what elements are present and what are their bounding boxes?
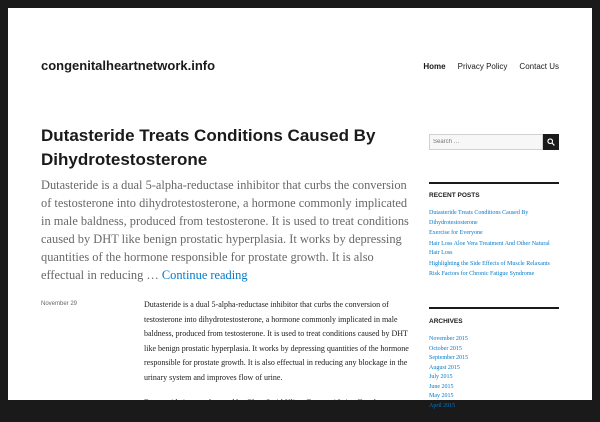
recent-post-link[interactable]: Exercise for Everyone: [429, 230, 483, 236]
search-form: [429, 134, 559, 150]
continue-reading-link[interactable]: Continue reading: [161, 268, 248, 282]
archives-divider: [429, 307, 559, 309]
recent-posts-title: RECENT POSTS: [429, 192, 480, 199]
nav-item-privacy-policy[interactable]: Privacy Policy: [457, 62, 508, 71]
recent-posts-divider: [429, 182, 559, 184]
post-title[interactable]: Dutasteride Treats Conditions Caused By Dihydrotestosterone: [41, 126, 376, 169]
post-paragraph: Dutasteride is manufactured by GlaxoSmithKline. Dutasteride is offered: [144, 398, 376, 407]
post-date[interactable]: November 29: [41, 301, 78, 307]
post-excerpt: [41, 176, 413, 284]
archive-link[interactable]: August 2015: [429, 364, 460, 371]
recent-posts-list: [429, 209, 559, 281]
post-content: [144, 298, 414, 422]
recent-post-link[interactable]: Hair Loss Aloe Vera Treatment And Other Natural Hair Loss: [429, 240, 550, 256]
recent-post-link[interactable]: Risk Factors for Chronic Fatigue Syndrome: [429, 271, 535, 277]
search-input[interactable]: [429, 134, 543, 150]
archives-title: ARCHIVES: [429, 318, 463, 325]
recent-post-link[interactable]: Highlighting the Side Effects of Muscle Relaxants: [429, 260, 550, 267]
search-button[interactable]: [543, 134, 559, 150]
archive-link[interactable]: April 2015: [429, 402, 456, 409]
recent-post-link[interactable]: Dutasteride Treats Conditions Caused By Dihydrotestosterone: [429, 210, 529, 226]
nav-item-contact-us[interactable]: Contact Us: [519, 62, 559, 71]
search-icon: [547, 138, 555, 146]
post-paragraph: Dutasteride is a dual 5-alpha-reductase inhibitor that curbs the conversion of testosterone into dihydrotestosterone, a hormone commonly implicated in male baldness, produced from testosterone. It is used to treat conditions caused by DHT like benign prostatic hyperplasia. It works by depressing quantities of the hormone responsible for prostate growth. It is also effectual in reducing any blockage in the urinary system and improves flow of urine.: [144, 300, 409, 382]
page: [8, 8, 592, 409]
archive-link[interactable]: May 2015: [429, 393, 454, 399]
archive-link[interactable]: November 2015: [429, 336, 468, 342]
archive-link[interactable]: July 2015: [429, 374, 453, 380]
archives-list: [429, 335, 559, 411]
site-title[interactable]: congenitalheartnetwork.info: [41, 58, 216, 73]
main-navigation: [411, 62, 559, 71]
archive-link[interactable]: October 2015: [429, 345, 462, 352]
post-excerpt-text: Dutasteride is a dual 5-alpha-reductase inhibitor that curbs the conversion of testosterone into dihydrotestosterone, a hormone commonly implicated in male baldness, produced from testosterone. It is used to treat conditions caused by DHT like benign prostatic hyperplasia. It works by depressing quantities of the hormone responsible for prostate growth. It is also effectual in reducing …: [41, 178, 409, 282]
archive-link[interactable]: September 2015: [429, 355, 469, 361]
nav-item-home[interactable]: Home: [423, 62, 446, 71]
archive-link[interactable]: June 2015: [429, 383, 454, 390]
